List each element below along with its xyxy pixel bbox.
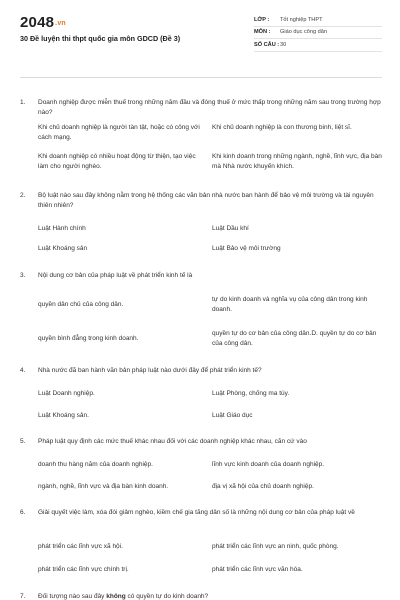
option-d[interactable]: phát triển các lĩnh vực văn hóa.	[212, 566, 303, 573]
meta-value: Giáo dục công dân	[280, 29, 327, 36]
question-text	[38, 592, 382, 600]
question-text: Giải quyết việc làm, xóa đói giảm nghèo, kiềm chế gia tăng dân số là những nội dung cơ bản của pháp luật về	[38, 509, 355, 516]
question-text: Pháp luật quy định các mức thuế khác nhau đối với các doanh nghiệp khác nhau, căn cứ vào	[38, 438, 307, 445]
header-divider	[20, 77, 382, 78]
option-a[interactable]: phát triển các lĩnh vực xã hội.	[38, 543, 123, 550]
meta-row-count	[254, 39, 382, 52]
option-d[interactable]: Luật Bảo vệ môi trường	[212, 245, 281, 252]
option-a[interactable]: quyền dân chủ của công dân.	[38, 301, 124, 308]
site-logo[interactable]	[20, 14, 66, 31]
option-b[interactable]: Luật Phòng, chống ma túy.	[212, 390, 290, 397]
option-c[interactable]: phát triển các lĩnh vực chính trị.	[38, 566, 129, 573]
option-b[interactable]: lĩnh vực kinh doanh của doanh nghiệp.	[212, 461, 325, 468]
option-a[interactable]: Khi chủ doanh nghiệp là người tàn tật, hoặc có công với cách mạng.	[38, 124, 200, 141]
option-b[interactable]: Khi chủ doanh nghiệp là con thương binh, liệt sĩ.	[212, 124, 352, 131]
option-a[interactable]: doanh thu hàng năm của doanh nghiệp.	[38, 461, 153, 468]
option-c[interactable]: Luật Khoáng sản	[38, 245, 88, 252]
question-number: 7.	[20, 593, 26, 600]
question-text-after: có quyền tự do kinh doanh?	[125, 593, 209, 600]
question-number: 2.	[20, 192, 26, 199]
question-text: Nhà nước đã ban hành văn bản pháp luật nào dưới đây để phát triển kinh tế?	[38, 367, 262, 374]
meta-value: Tốt nghiệp THPT	[280, 16, 323, 23]
option-d[interactable]: Luật Giáo dục	[212, 412, 253, 419]
question-text-emphasis: không	[106, 593, 126, 600]
meta-row-subject	[254, 27, 382, 40]
logo-main: 2048	[20, 14, 55, 31]
question-number: 5.	[20, 438, 26, 445]
question-number: 1.	[20, 99, 26, 106]
question-number: 3.	[20, 272, 26, 279]
meta-value: 30	[280, 41, 287, 48]
option-b[interactable]: phát triển các lĩnh vực an ninh, quốc phòng.	[212, 543, 339, 550]
option-d[interactable]: địa vị xã hội của chủ doanh nghiệp.	[212, 483, 314, 490]
logo-suffix: .vn	[55, 19, 66, 27]
header	[0, 0, 400, 72]
option-d[interactable]: Khi kinh doanh trong những ngành, nghề, lĩnh vực, địa bàn mà Nhà nước khuyến khích.	[212, 153, 382, 170]
exam-title: 30 Đề luyện thi thpt quốc gia môn GDCD (Đề 3)	[20, 34, 181, 43]
question-text: Bộ luật nào sau đây không nằm trong hệ thống các văn bản nhà nước ban hành để bảo vệ môi trường và tài nguyên thiên nhiên?	[38, 192, 374, 209]
option-c[interactable]: quyền bình đẳng trong kinh doanh.	[38, 335, 139, 342]
option-b[interactable]: Luật Dầu khí	[212, 225, 249, 232]
meta-key: LỚP :	[254, 16, 270, 23]
option-b[interactable]: tự do kinh doanh và nghĩa vụ của công dân trong kinh doanh.	[212, 296, 368, 313]
question-text-before: Đối tượng nào sau đây	[38, 593, 107, 600]
meta-key: SỐ CÂU :	[254, 41, 280, 48]
question-text: Nội dung cơ bản của pháp luật về phát triển kinh tế là	[38, 272, 193, 279]
option-a[interactable]: Luật Doanh nghiệp.	[38, 390, 95, 397]
option-c[interactable]: ngành, nghề, lĩnh vực và địa bàn kinh doanh.	[38, 483, 169, 490]
meta-row-class	[254, 14, 382, 27]
question-text: Doanh nghiệp được miễn thuế trong những năm đầu và đóng thuế ở mức thấp trong những năm sau trong trường hợp nào?	[38, 99, 381, 116]
option-c[interactable]: Luật Khoáng sản.	[38, 412, 89, 419]
option-a[interactable]: Luật Hành chính	[38, 225, 86, 232]
exam-meta-table	[254, 14, 382, 52]
question-number: 4.	[20, 367, 26, 374]
option-d[interactable]: quyền tự do cơ bản của công dân.D. quyền tự do cơ bản của công dân.	[212, 330, 377, 347]
meta-key: MÔN :	[254, 29, 271, 36]
question-number: 6.	[20, 509, 26, 516]
option-c[interactable]: Khi doanh nghiệp có nhiều hoạt động từ thiện, tạo việc làm cho người nghèo.	[38, 153, 196, 170]
